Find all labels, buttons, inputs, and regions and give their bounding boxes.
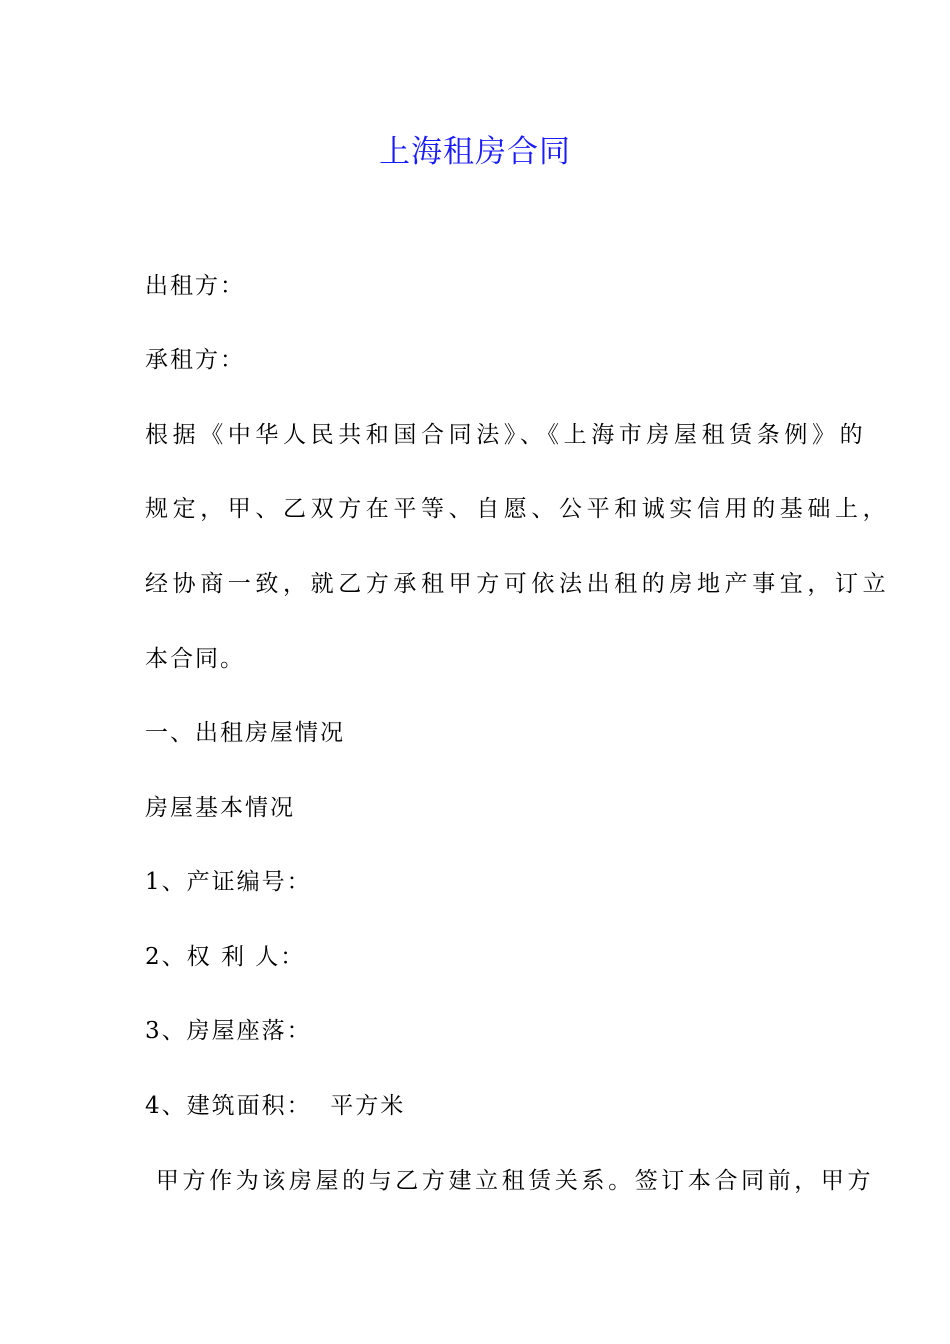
paragraph-lessor-statement: 甲方作为该房屋的与乙方建立租赁关系。签订本合同前，甲方 — [145, 1168, 875, 1194]
lessor-line: 出租方： — [145, 273, 245, 299]
preamble-line-4: 本合同。 — [145, 646, 245, 672]
preamble-line-1: 根据《中华人民共和国合同法》、《上海市房屋租赁条例》的 — [145, 422, 868, 448]
lessee-line: 承租方： — [145, 347, 245, 373]
subsection-heading: 房屋基本情况 — [145, 795, 295, 821]
item-certificate-number: 1、产证编号： — [145, 869, 312, 895]
preamble-line-2: 规定，甲、乙双方在平等、自愿、公平和诚实信用的基础上， — [145, 496, 891, 522]
item-location: 3、房屋座落： — [145, 1018, 312, 1044]
item-floor-area: 4、建筑面积： 平方米 — [145, 1093, 406, 1119]
section-heading-1: 一、出租房屋情况 — [145, 720, 345, 746]
preamble-line-3: 经协商一致，就乙方承租甲方可依法出租的房地产事宜，订立 — [145, 571, 891, 597]
document-title: 上海租房合同 — [379, 134, 571, 170]
item-owner: 2、权 利 人： — [145, 944, 306, 970]
